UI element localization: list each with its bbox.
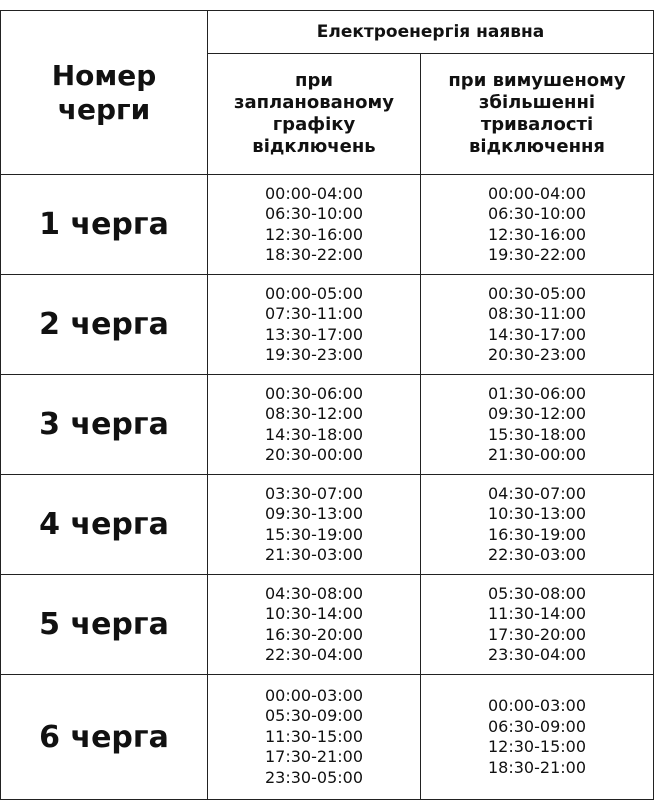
- time-range: 18:30-21:00: [488, 757, 586, 777]
- time-range: 10:30-14:00: [265, 604, 363, 623]
- planned-times: [208, 675, 421, 800]
- time-range: 14:30-17:00: [488, 324, 586, 344]
- planned-times: [208, 475, 421, 575]
- time-range: 16:30-20:00: [265, 624, 363, 644]
- forced-extension-header: [421, 54, 654, 175]
- time-range: 08:30-11:00: [488, 304, 586, 323]
- planned-times: [208, 175, 421, 275]
- power-available-header: Електроенергія наявна: [208, 11, 654, 54]
- table-row: [1, 275, 654, 375]
- forced-times: [421, 275, 654, 375]
- forced-times: [421, 375, 654, 475]
- queue-name: 2 черга: [1, 275, 208, 375]
- planned-times: [208, 575, 421, 675]
- time-range: 19:30-23:00: [265, 345, 363, 364]
- table-row: [1, 575, 654, 675]
- planned-times: [208, 375, 421, 475]
- queue-number-header: [1, 11, 208, 175]
- time-range: 11:30-14:00: [488, 604, 586, 623]
- header-line: збільшенні: [478, 92, 596, 113]
- queue-header-line: Номер: [51, 58, 157, 92]
- time-range: 14:30-18:00: [265, 424, 363, 444]
- time-range: 12:30-15:00: [488, 737, 586, 756]
- time-range: 19:30-22:00: [488, 245, 586, 264]
- time-range: 00:00-03:00: [488, 696, 586, 715]
- time-range: 18:30-22:00: [265, 245, 363, 264]
- time-range: 15:30-19:00: [265, 524, 363, 544]
- queue-name: 1 черга: [1, 175, 208, 275]
- header-line: при вимушеному: [448, 70, 626, 91]
- time-range: 09:30-13:00: [265, 504, 363, 523]
- time-range: 17:30-20:00: [488, 624, 586, 644]
- time-range: 20:30-00:00: [265, 445, 363, 464]
- forced-times: [421, 475, 654, 575]
- forced-times: [421, 575, 654, 675]
- time-range: 22:30-03:00: [488, 545, 586, 564]
- time-range: 00:00-03:00: [265, 685, 363, 705]
- time-range: 17:30-21:00: [265, 747, 363, 767]
- header-line: відключень: [252, 136, 376, 157]
- time-range: 00:00-04:00: [488, 183, 586, 203]
- time-range: 03:30-07:00: [265, 483, 363, 503]
- table-row: [1, 375, 654, 475]
- time-range: 00:00-05:00: [265, 283, 363, 303]
- time-range: 20:30-23:00: [488, 345, 586, 364]
- time-range: 00:30-05:00: [488, 283, 586, 303]
- time-range: 05:30-09:00: [265, 706, 363, 726]
- time-range: 23:30-05:00: [265, 767, 363, 787]
- header-line: відключення: [469, 136, 605, 157]
- time-range: 21:30-03:00: [265, 545, 363, 564]
- forced-times: [421, 675, 654, 800]
- time-range: 00:30-06:00: [265, 383, 363, 403]
- header-line: запланованому: [234, 92, 394, 113]
- time-range: 04:30-08:00: [265, 583, 363, 603]
- outage-schedule-table: [0, 10, 654, 800]
- time-range: 07:30-11:00: [265, 304, 363, 323]
- table-row: [1, 675, 654, 800]
- queue-name: 4 черга: [1, 475, 208, 575]
- time-range: 11:30-15:00: [265, 726, 363, 746]
- time-range: 12:30-16:00: [488, 224, 586, 244]
- time-range: 08:30-12:00: [265, 404, 363, 423]
- time-range: 05:30-08:00: [488, 583, 586, 603]
- time-range: 15:30-18:00: [488, 424, 586, 444]
- queue-name: 6 черга: [1, 675, 208, 800]
- time-range: 06:30-10:00: [488, 204, 586, 223]
- time-range: 13:30-17:00: [265, 324, 363, 344]
- time-range: 06:30-10:00: [265, 204, 363, 223]
- forced-times: [421, 175, 654, 275]
- time-range: 09:30-12:00: [488, 404, 586, 423]
- table-row: [1, 475, 654, 575]
- time-range: 22:30-04:00: [265, 645, 363, 664]
- queue-name: 3 черга: [1, 375, 208, 475]
- time-range: 16:30-19:00: [488, 524, 586, 544]
- time-range: 04:30-07:00: [488, 483, 586, 503]
- header-line: при: [295, 70, 333, 91]
- queue-name: 5 черга: [1, 575, 208, 675]
- time-range: 21:30-00:00: [488, 445, 586, 464]
- header-line: графіку: [272, 114, 356, 135]
- planned-schedule-header: [208, 54, 421, 175]
- planned-times: [208, 275, 421, 375]
- time-range: 12:30-16:00: [265, 224, 363, 244]
- table-row: [1, 175, 654, 275]
- queue-header-line: черги: [57, 92, 151, 126]
- time-range: 10:30-13:00: [488, 504, 586, 523]
- time-range: 01:30-06:00: [488, 383, 586, 403]
- time-range: 23:30-04:00: [488, 645, 586, 664]
- time-range: 00:00-04:00: [265, 183, 363, 203]
- header-line: тривалості: [480, 114, 594, 135]
- time-range: 06:30-09:00: [488, 716, 586, 736]
